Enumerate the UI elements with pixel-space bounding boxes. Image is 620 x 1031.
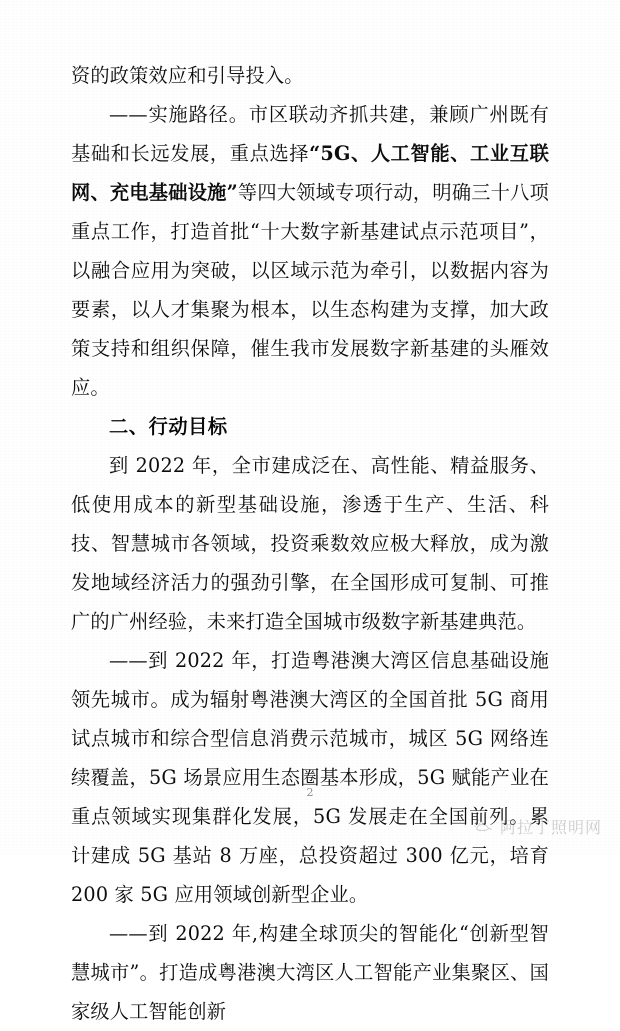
page-number: 2 (306, 786, 314, 799)
document-text-column (71, 56, 549, 1031)
implementation-path-tail-text: 等四大领域专项行动，明确三十八项重点工作，打造首批“十大数字新基建试点示范项目”，以融合应用为突破，以区域示范为牵引，以数据内容为要素，以人才集聚为根本，以生态构建为支撑，加大政策支持和组织保障，催生我市发展数字新基建的头雁效应。 (71, 181, 549, 399)
paragraph-implementation-path (71, 95, 549, 407)
watermark-label: 阿拉丁照明网 (499, 818, 602, 837)
implementation-path-bold-quote: “5G、人工智能、工业互联网、充电基础设施” (71, 142, 549, 204)
paragraph-continued-policy: 资的政策效应和引导投入。 (71, 64, 304, 87)
aladdin-lamp-logo-icon (472, 816, 493, 837)
implementation-path-lead-text: ——实施路径。市区联动齐抓共建，兼顾广州既有基础和长远发展，重点选择 (71, 103, 549, 165)
watermark (472, 815, 602, 838)
paragraph-goal-overall-2022: 到 2022 年，全市建成泛在、高性能、精益服务、低使用成本的新型基础设施，渗透于生产、生活、科技、智慧城市各领域，投资乘数效应极大释放，成为激发地域经济活力的强劲引擎，在全国形成可复制、可推广的广州经验，未来打造全国城市级数字新基建典范。 (71, 454, 549, 633)
paragraph-goal-ai-smart-city: ——到 2022 年,构建全球顶尖的智能化“创新型智慧城市”。打造成粤港澳大湾区人工智能产业集聚区、国家级人工智能创新 (71, 922, 549, 1023)
section-heading-action-goals: 二、行动目标 (109, 415, 228, 438)
paragraph-goal-5g-infrastructure: ——到 2022 年，打造粤港澳大湾区信息基础设施领先城市。成为辐射粤港澳大湾区的全国首批 5G 商用试点城市和综合型信息消费示范城市，城区 5G 网络连续覆盖，5G 场景应用生态圈基本形成，5G 赋能产业在重点领域实现集群化发展，5G 发展走在全国前列。累计建成 5G 基站 8 万座，总投资超过 300 亿元，培育 200 家 5G 应用领域创新型企业。 (71, 649, 549, 906)
